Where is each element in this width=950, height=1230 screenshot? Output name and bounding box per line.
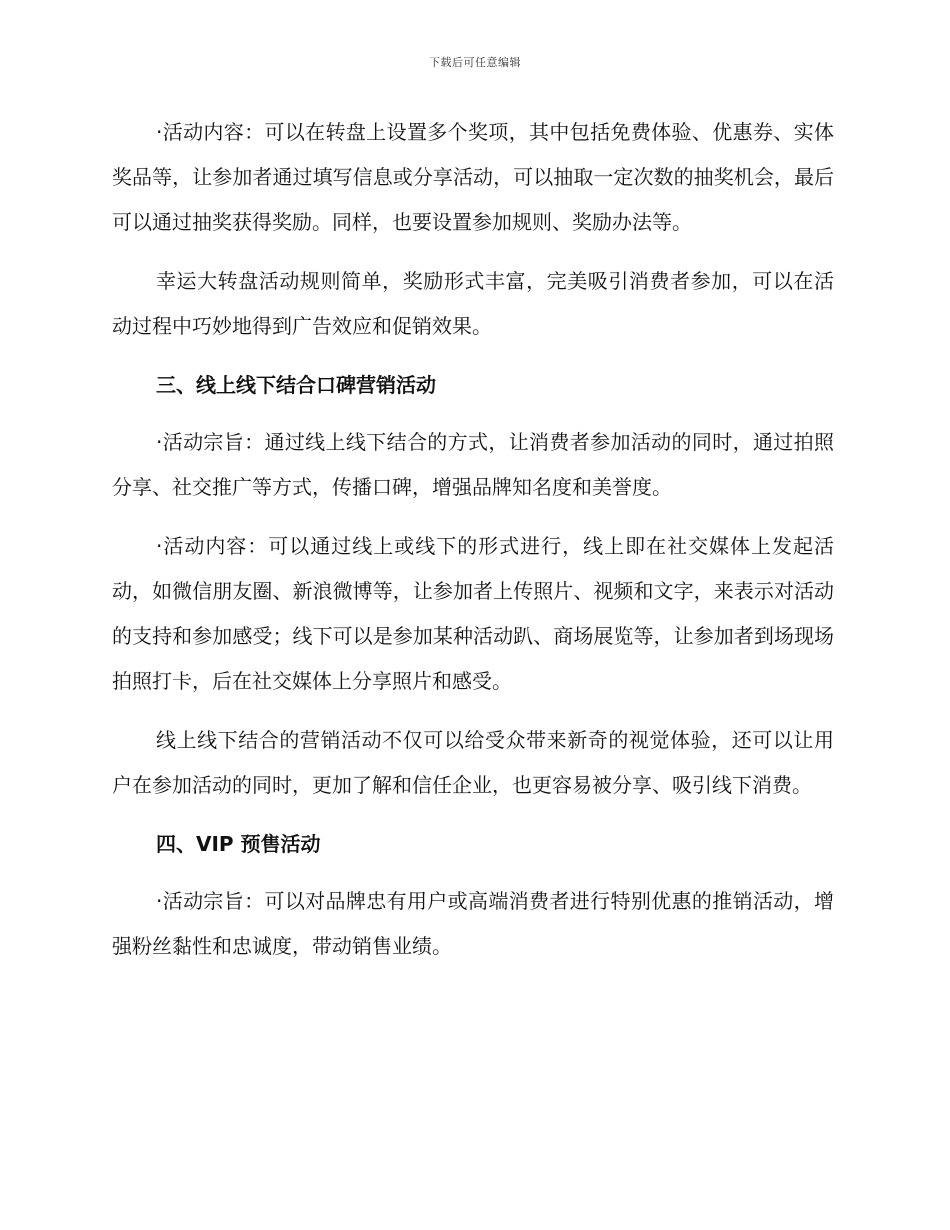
paragraph-activity-content-wheel: ·活动内容：可以在转盘上设置多个奖项，其中包括免费体验、优惠券、实体奖品等，让参加者通过填写信息或分享活动，可以抽取一定次数的抽奖机会，最后可以通过抽奖获得奖励。同样，也要设置参加规则、奖励办法等。 [112, 120, 834, 234]
paragraph-online-offline-summary: 线上线下结合的营销活动不仅可以给受众带来新奇的视觉体验，还可以让用户在参加活动的同时，更加了解和信任企业，也更容易被分享、吸引线下消费。 [112, 728, 834, 797]
paragraph-activity-purpose-vip: ·活动宗旨：可以对品牌忠有用户或高端消费者进行特别优惠的推销活动，增强粉丝黏性和忠诚度，带动销售业绩。 [112, 889, 834, 958]
page-header: 下载后可任意编辑 [429, 56, 521, 69]
paragraph-activity-purpose-online-offline: ·活动宗旨：通过线上线下结合的方式，让消费者参加活动的同时，通过拍照分享、社交推广等方式，传播口碑，增强品牌知名度和美誉度。 [112, 430, 834, 499]
paragraph-wheel-summary: 幸运大转盘活动规则简单，奖励形式丰富，完美吸引消费者参加，可以在活动过程中巧妙地得到广告效应和促销效果。 [112, 269, 834, 338]
section-heading-online-offline: 三、线上线下结合口碑营销活动 [156, 373, 436, 397]
section-heading-vip-presale: 四、VIP 预售活动 [156, 832, 321, 856]
document-body [112, 110, 834, 983]
paragraph-activity-content-online-offline: ·活动内容：可以通过线上或线下的形式进行，线上即在社交媒体上发起活动，如微信朋友圈、新浪微博等，让参加者上传照片、视频和文字，来表示对活动的支持和参加感受；线下可以是参加某种活动趴、商场展览等，让参加者到场现场拍照打卡，后在社交媒体上分享照片和感受。 [112, 534, 834, 693]
